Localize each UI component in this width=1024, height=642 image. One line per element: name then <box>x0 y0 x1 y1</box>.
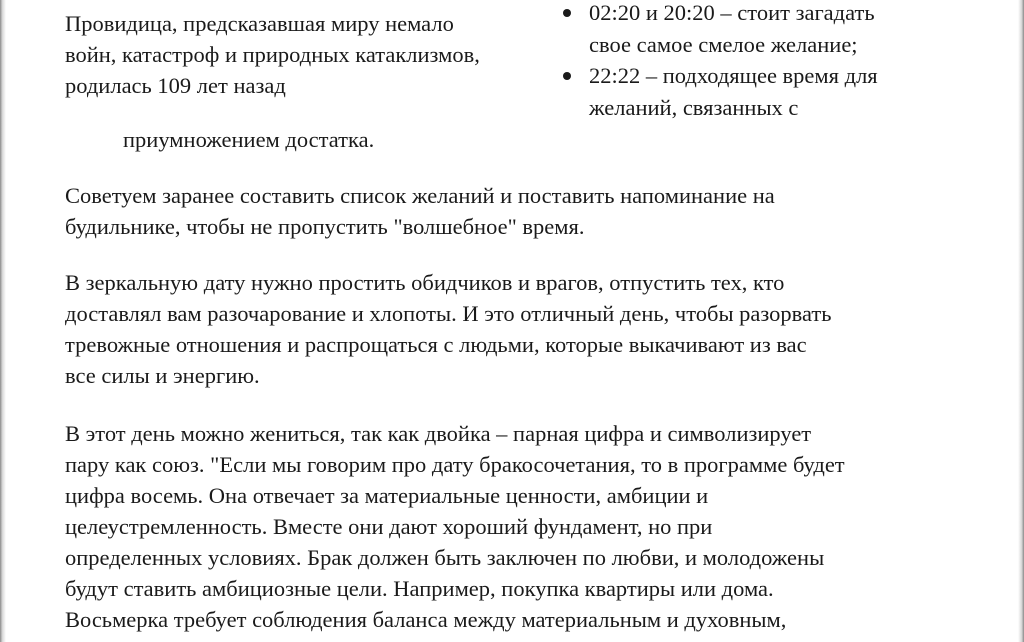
related-article-line: войн, катастроф и природных катаклизмов, <box>65 42 480 67</box>
page-edge-left <box>0 0 6 642</box>
bullet-continuation: приумножением достатка. <box>123 127 375 152</box>
bullet-list <box>560 0 878 123</box>
paragraph <box>65 267 832 391</box>
paragraph-line: Советуем заранее составить список желаний и поставить напоминание на <box>65 183 775 208</box>
bullet-line: желаний, связанных с <box>589 94 799 120</box>
paragraph-line: В зеркальную дату нужно простить обидчиков и врагов, отпустить тех, кто <box>65 270 785 295</box>
page-edge-right <box>1018 0 1024 642</box>
related-article-line: родилась 109 лет назад <box>65 73 286 98</box>
bullet-item <box>560 60 878 123</box>
bullet-dot-icon <box>563 72 571 80</box>
paragraph-line: будильнике, чтобы не пропустить "волшебное" время. <box>65 214 585 239</box>
paragraph-line: определенных условиях. Брак должен быть заключен по любви, и молодожены <box>65 545 825 570</box>
related-article-line: Провидица, предсказавшая миру немало <box>65 11 454 36</box>
bullet-item <box>560 0 878 60</box>
bullet-line: 22:22 – подходящее время для <box>589 63 878 88</box>
paragraph <box>65 180 775 242</box>
paragraph-line: цифра восемь. Она отвечает за материальные ценности, амбиции и <box>65 483 709 508</box>
bullet-line: 02:20 и 20:20 – стоит загадать <box>589 0 875 25</box>
paragraph-line: Восьмерка требует соблюдения баланса между материальным и духовным, <box>65 607 787 632</box>
paragraph <box>65 418 845 635</box>
related-article-link[interactable] <box>65 8 480 101</box>
paragraph-line: все силы и энергию. <box>65 363 260 388</box>
paragraph-line: В этот день можно жениться, так как двойка – парная цифра и символизирует <box>65 421 812 446</box>
paragraph-line: целеустремленность. Вместе они дают хороший фундамент, но при <box>65 514 713 539</box>
bullet-dot-icon <box>563 9 571 17</box>
paragraph-line: тревожные отношения и распрощаться с людьми, которые выкачивают из вас <box>65 332 807 357</box>
paragraph-line: пару как союз. "Если мы говорим про дату бракосочетания, то в программе будет <box>65 452 845 477</box>
paragraph-line: доставлял вам разочарование и хлопоты. И это отличный день, чтобы разорвать <box>65 301 832 326</box>
paragraph-line: будут ставить амбициозные цели. Например, покупка квартиры или дома. <box>65 576 774 601</box>
bullet-line: свое самое смелое желание; <box>589 31 858 57</box>
